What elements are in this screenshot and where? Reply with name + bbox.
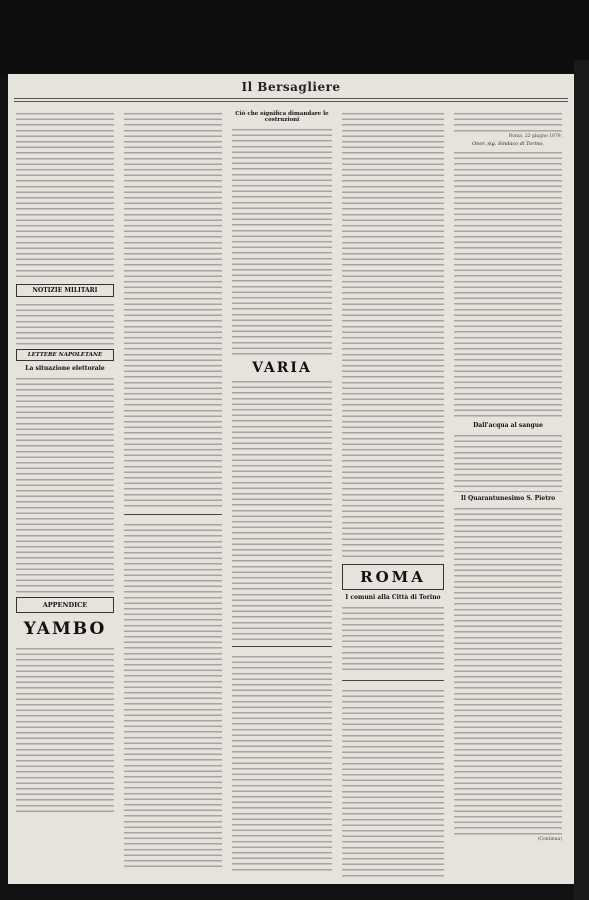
column-2-text-bottom (124, 521, 222, 871)
roma-dateline: Roma, 22 giugno 1879. (508, 134, 562, 139)
column-3-text-bottom (232, 653, 332, 873)
roma-text (342, 604, 444, 674)
continua-label: (Continua) (537, 837, 562, 842)
sindaco-heading: Onor. sig. Sindaco di Torino, (472, 141, 544, 147)
column-4 (342, 108, 444, 878)
masthead-rule (14, 98, 568, 99)
column-2-text-top (124, 110, 222, 508)
lettere-subheading: La situazione elettorale (25, 365, 105, 372)
column-2 (124, 108, 222, 878)
column-4-text-bottom (342, 687, 444, 877)
notizie-militari-text (16, 301, 114, 345)
roma-heading: ROMA (342, 564, 444, 590)
column-1-text-top (16, 110, 114, 280)
varia-heading: VARIA (252, 360, 312, 376)
newspaper-page (8, 74, 574, 884)
notizie-militari-heading: NOTIZIE MILITARI (16, 284, 114, 297)
masthead-title: Il Bersagliere (241, 80, 341, 94)
varia-text (232, 378, 332, 640)
column-3-text-top (232, 126, 332, 358)
scanner-border-right (574, 60, 589, 900)
dall-acqua-heading: Dall'acqua al sangue (473, 422, 543, 429)
column-5-text-top (454, 110, 562, 132)
column-5 (454, 108, 562, 878)
column-1 (16, 108, 114, 878)
appendice-heading: APPENDICE (16, 597, 114, 613)
quarantunesimo-text (454, 505, 562, 835)
scanner-border-top (0, 0, 589, 74)
yambo-text (16, 645, 114, 815)
lettere-napoletane-heading: LETTERE NAPOLETANE (16, 349, 114, 361)
yambo-title: YAMBO (23, 619, 107, 639)
column-4-text-top (342, 110, 444, 560)
masthead-rule-2 (14, 101, 568, 102)
costruzioni-headline: Ciò che significa dimandare le costruzioni (235, 111, 329, 123)
roma-subheading: I comuni alla Città di Torino (345, 594, 441, 601)
lettere-text (16, 375, 114, 593)
sindaco-letter-text (454, 149, 562, 419)
quarantunesimo-heading: Il Quarantunesimo S. Pietro (460, 495, 556, 502)
column-3 (232, 108, 332, 878)
dall-acqua-text (454, 432, 562, 492)
